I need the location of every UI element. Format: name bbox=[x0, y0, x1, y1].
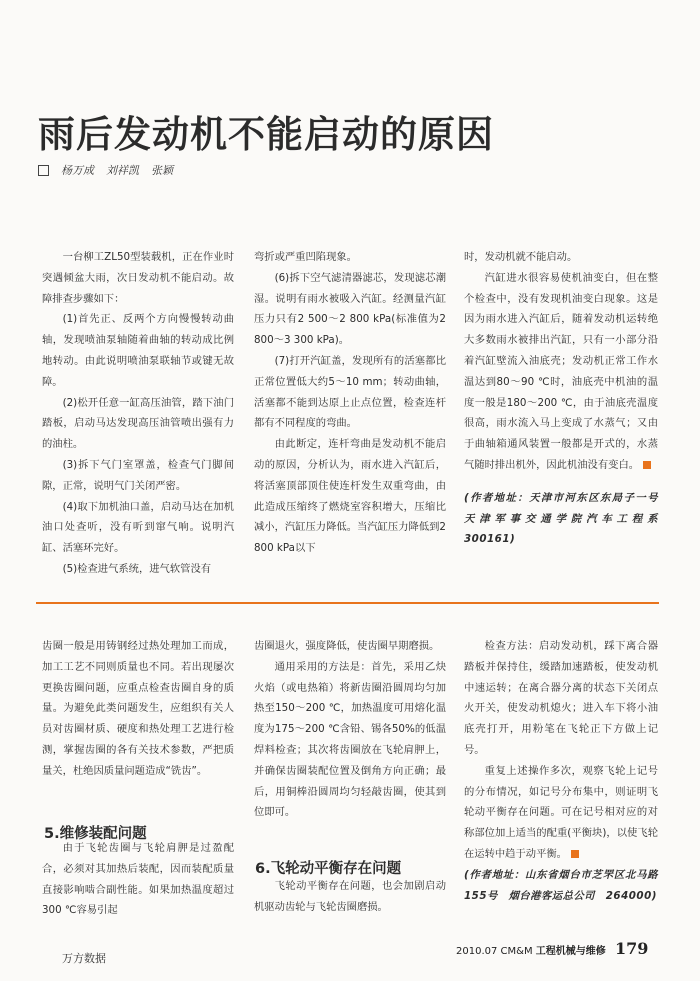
author-address: (作者地址：天津市河东区东局子一号 天津军事交通学院汽车工程系 300161) bbox=[464, 491, 669, 546]
section-heading-5: 5.维修装配问题 bbox=[44, 826, 147, 842]
author-name: 张颖 bbox=[151, 164, 173, 177]
author-name: 刘祥凯 bbox=[106, 164, 139, 177]
paragraph bbox=[464, 761, 658, 865]
paragraph-text: 汽缸进水很容易使机油变白，但在整个检查中，没有发现机油变白现象。这是因为雨水进入汽缸后，随着发动机运转绝大多数雨水被排出汽缸，只有一小部分沿着汽缸壁流入油底壳；发动机正常工作水温达到80～90 ℃时，油底壳中机油的温度一般是180～200 ℃，由于油底壳温度很高，雨水流入马上变成了水蒸气；又由于曲轴箱通风装置一般都是开式的，水蒸气随时排出机外，因此机油没有变白。 bbox=[464, 271, 658, 471]
bottom-column-1b bbox=[42, 838, 234, 921]
paragraph: (3)拆下气门室罩盖，检查气门脚间隙，正常，说明气门关闭严密。 bbox=[42, 458, 234, 492]
section-heading-6: 6.飞轮动平衡存在问题 bbox=[255, 861, 402, 877]
bottom-column-1 bbox=[42, 636, 234, 782]
paragraph: 飞轮动平衡存在问题，也会加剧启动机驱动齿轮与飞轮齿圈磨损。 bbox=[254, 880, 446, 913]
end-mark-icon bbox=[571, 850, 579, 858]
paragraph: (4)取下加机油口盖，启动马达在加机油口处查听，没有听到窜气响。说明汽缸、活塞环完好。 bbox=[42, 500, 234, 555]
page-footer bbox=[456, 939, 648, 958]
paragraph: 齿圈退火，强度降低，使齿圈早期磨损。 bbox=[254, 640, 440, 652]
paragraph-text: 重复上述操作多次，观察飞轮上记号的分布情况，如记号分布集中，则证明飞轮动平衡存在问题。可在记号相对应的对称部位加上适当的配重(平衡块)，以使飞轮在运转中趋于动平衡。 bbox=[464, 764, 658, 860]
journal-name: 工程机械与维修 bbox=[535, 946, 606, 957]
paragraph: (7)打开汽缸盖，发现所有的活塞都比正常位置低大约5～10 mm；转动曲轴，活塞都不能到达原上止点位置，检查连杆都有不同程度的弯曲。 bbox=[254, 354, 446, 430]
bottom-column-2 bbox=[254, 636, 446, 823]
issue-date: 2010.07 bbox=[456, 946, 498, 957]
author-name: 杨万成 bbox=[61, 164, 94, 177]
paragraph: (5)检查进气系统，进气软管没有 bbox=[62, 562, 212, 575]
paragraph: 由于飞轮齿圈与飞轮肩胛是过盈配合，必须对其加热后装配，因而装配质量直接影响啮合副性能。如果加热温度超过300 ℃容易引起 bbox=[42, 842, 234, 917]
paragraph: 时，发动机就不能启动。 bbox=[464, 251, 578, 263]
end-mark-icon bbox=[643, 461, 651, 469]
top-column-1 bbox=[42, 247, 234, 580]
paragraph bbox=[464, 268, 658, 476]
bottom-column-3 bbox=[464, 636, 658, 906]
section-divider bbox=[36, 602, 659, 604]
top-column-2 bbox=[254, 247, 446, 559]
paragraph: 通用采用的方法是：首先，采用乙炔火焰（或电热箱）将新齿圈沿圆周均匀加热至150～200 ℃，加热温度可用熔化温度为175～200 ℃含铅、锡各50%的低温焊料检查；其次将齿圈放在飞轮肩胛上，并确保齿圈装配位置及倒角方向正确；最后，用铜棒沿圆周均匀轻敲齿圈，使其到位即可。 bbox=[254, 660, 446, 819]
byline bbox=[38, 162, 185, 178]
paragraph: 由此断定，连杆弯曲是发动机不能启动的原因，分析认为，雨水进入汽缸后，将活塞顶部顶住使连杆发生双重弯曲，由此造成压缩终了燃烧室容积增大，压缩比减小，汽缸压力降低。当汽缸压力降低到2 800 kPa以下 bbox=[254, 438, 446, 555]
bottom-column-2b bbox=[254, 876, 446, 918]
paragraph: (1)首先正、反两个方向慢慢转动曲轴，发现喷油泵轴随着曲轴的转动成比例地转动。由此说明喷油泵联轴节或键无故障。 bbox=[42, 313, 234, 388]
journal-abbr: CM&M bbox=[500, 946, 533, 957]
paragraph: 弯折或严重凹陷现象。 bbox=[254, 251, 357, 263]
paragraph: (2)松开任意一缸高压油管，踏下油门踏板，启动马达发现高压油管喷出强有力的油柱。 bbox=[42, 396, 234, 451]
paragraph: (6)拆下空气滤清器滤芯，发现滤芯潮湿。说明有雨水被吸入汽缸。经测量汽缸压力只有2 500～2 800 kPa(标准值为2 800～3 300 kPa)。 bbox=[254, 271, 446, 347]
paragraph: 检查方法：启动发动机，踩下离合器踏板并保持住，缓踏加速踏板，使发动机中速运转；在离合器分离的状态下关闭点火开关，使发动机熄火；进入车下将小油底壳打开，用粉笔在飞轮正下方做上记号。 bbox=[464, 640, 658, 756]
paragraph: 一台柳工ZL50型装载机，正在作业时突遇倾盆大雨，次日发动机不能启动。故障排查步骤如下： bbox=[42, 251, 234, 305]
article-title: 雨后发动机不能启动的原因 bbox=[38, 113, 494, 156]
square-box-icon bbox=[38, 165, 49, 176]
top-column-3 bbox=[464, 247, 669, 550]
paragraph: 齿圈一般是用铸钢经过热处理加工而成，加工工艺不同则质量也不同。若出现屡次更换齿圈问题，应重点检查齿圈自身的质量。为避免此类问题发生，应组织有关人员对齿圈材质、硬度和热处理工艺进行检测，掌握齿圈的各有关技术参数，严把质量关，杜绝因质量问题造成“铣齿”。 bbox=[42, 640, 234, 777]
page-number: 179 bbox=[614, 939, 649, 958]
source-watermark: 万方数据 bbox=[62, 952, 106, 965]
author-address: (作者地址：山东省烟台市芝罘区北马路155号 烟台港客运总公司 264000) bbox=[464, 868, 658, 902]
